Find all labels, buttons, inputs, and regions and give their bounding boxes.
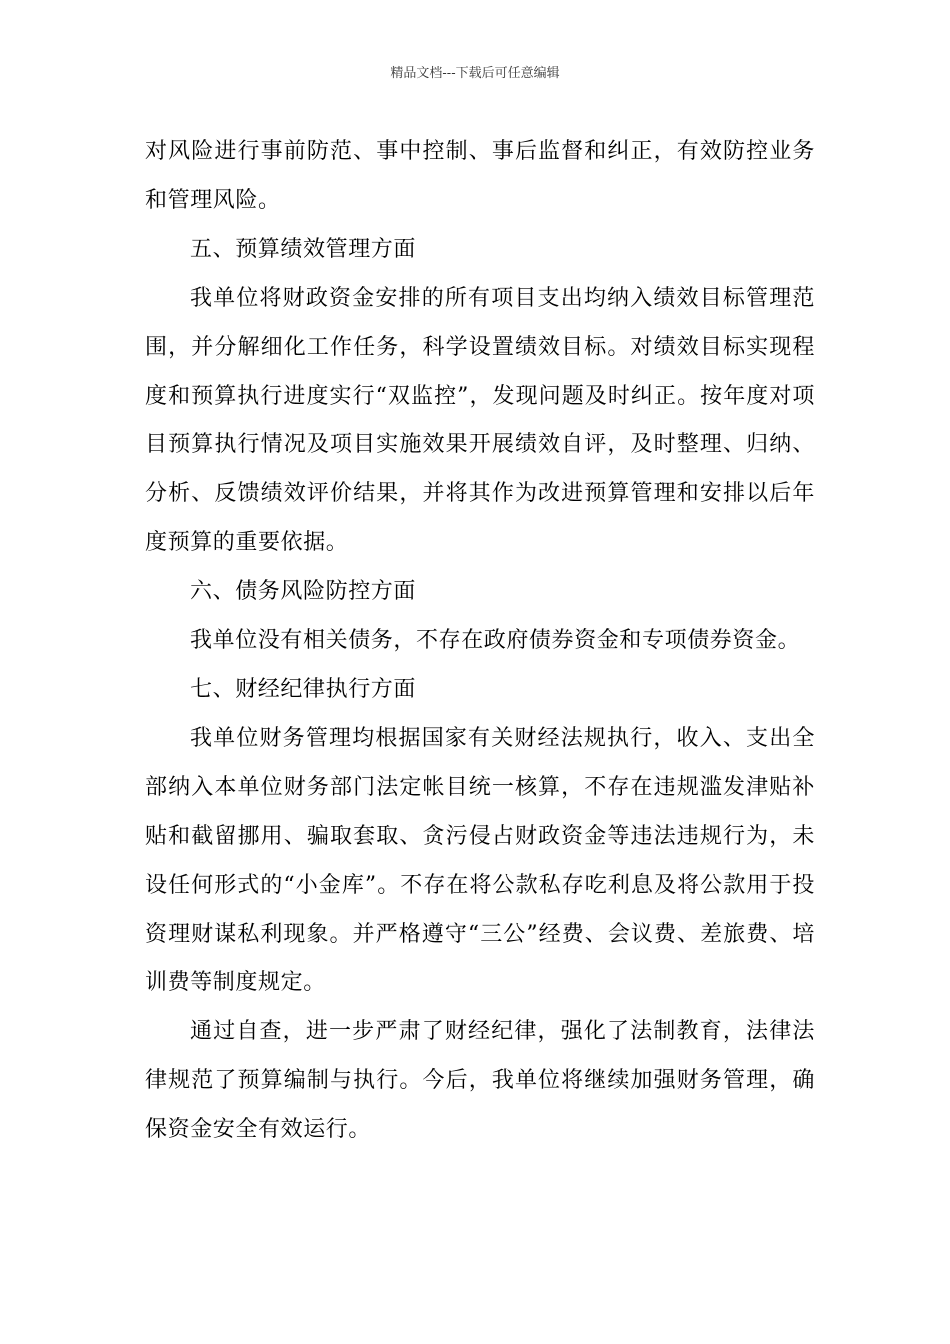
paragraph-budget-performance: 我单位将财政资金安排的所有项目支出均纳入绩效目标管理范围，并分解细化工作任务，科学设置绩效目标。对绩效目标实现程度和预算执行进度实行“双监控”，发现问题及时纠正。按年度对项目预算执行情况及项目实施效果开展绩效自评，及时整理、归纳、分析、反馈绩效评价结果，并将其作为改进预算管理和安排以后年度预算的重要依据。 — [145, 285, 815, 556]
section-heading-debt-risk: 六、债务风险防控方面 — [190, 579, 417, 605]
paragraph-financial-discipline: 我单位财务管理均根据国家有关财经法规执行，收入、支出全部纳入本单位财务部门法定帐目统一核算，不存在违规滥发津贴补贴和截留挪用、骗取套取、贪污侵占财政资金等违法违规行为，未设任何形式的“小金库”。不存在将公款私存吃利息及将公款用于投资理财谋私利现象。并严格遵守“三公”经费、会议费、差旅费、培训费等制度规定。 — [145, 725, 815, 996]
section-heading-financial-discipline: 七、财经纪律执行方面 — [190, 676, 417, 702]
paragraph-conclusion: 通过自查，进一步严肃了财经纪律，强化了法制教育，法律法律规范了预算编制与执行。今后，我单位将继续加强财务管理，确保资金安全有效运行。 — [145, 1019, 815, 1143]
paragraph-debt-risk: 我单位没有相关债务，不存在政府债券资金和专项债券资金。 — [190, 628, 801, 654]
page-header: 精品文档---下载后可任意编辑 — [390, 66, 560, 81]
paragraph-continuation: 对风险进行事前防范、事中控制、事后监督和纠正，有效防控业务和管理风险。 — [145, 139, 815, 213]
document-body — [145, 128, 815, 1155]
section-heading-budget-performance: 五、预算绩效管理方面 — [190, 236, 417, 262]
